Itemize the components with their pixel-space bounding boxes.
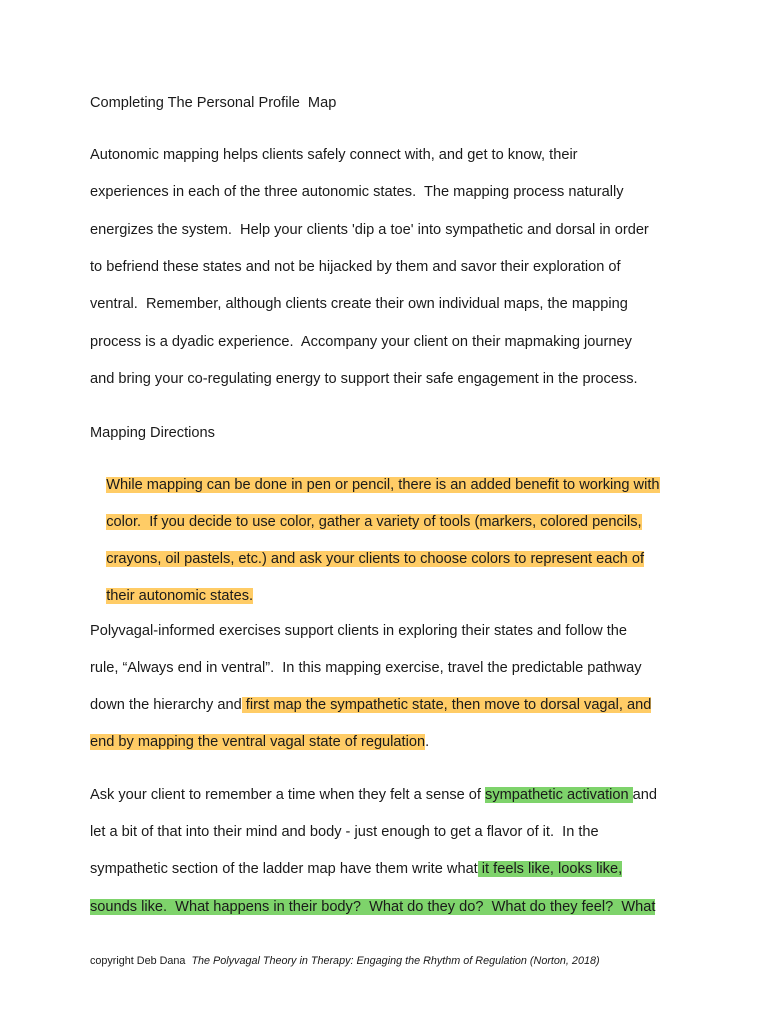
sympathetic-line [90,898,655,916]
highlighted-text: end by mapping the ventral vagal state of regulation [90,734,426,750]
sympathetic-line [90,860,622,878]
plain-text: . [425,734,430,750]
book-reference: The Polyvagal Theory in Therapy: Engaging the Rhythm of Regulation (Norton, 2018) [191,955,600,967]
plain-text: Ask your client to remember a time when they felt a sense of [90,787,486,803]
sympathetic-line: let a bit of that into their mind and body - just enough to get a flavor of it. In the [90,824,599,840]
polyvagal-line: Polyvagal-informed exercises support clients in exploring their states and follow the [90,623,627,639]
plain-text: and [632,787,658,803]
highlighted-text: crayons, oil pastels, etc.) and ask your clients to choose colors to represent each of [106,551,645,567]
highlighted-text: sounds like. What happens in their body? What do they do? What do they feel? What [90,899,656,915]
document-title: Completing The Personal Profile Map [90,95,337,111]
sympathetic-line [90,786,657,804]
highlighted-text: While mapping can be done in pen or pencil, there is an added benefit to working with [106,477,660,493]
polyvagal-line [90,696,651,714]
copyright-text: copyright Deb Dana [90,955,192,967]
color-paragraph-line [90,569,253,623]
intro-line: energizes the system. Help your clients 'dip a toe' into sympathetic and dorsal in order [90,222,649,238]
intro-line: process is a dyadic experience. Accompany your client on their mapmaking journey [90,334,632,350]
highlighted-text: their autonomic states. [106,588,254,604]
highlighted-text: first map the sympathetic state, then move to dorsal vagal, and [241,697,652,713]
section-heading: Mapping Directions [90,425,215,441]
highlighted-text: it feels like, looks like, [477,861,623,877]
polyvagal-line: rule, “Always end in ventral”. In this mapping exercise, travel the predictable pathway [90,660,642,676]
polyvagal-line [90,733,429,751]
intro-line: experiences in each of the three autonomic states. The mapping process naturally [90,184,624,200]
plain-text: down the hierarchy and [90,697,242,713]
intro-line: to befriend these states and not be hijacked by them and savor their exploration of [90,259,621,275]
intro-line: ventral. Remember, although clients create their own individual maps, the mapping [90,296,628,312]
highlighted-text: color. If you decide to use color, gather a variety of tools (markers, colored pencils, [106,514,642,530]
page-footer [90,954,600,968]
intro-line: Autonomic mapping helps clients safely connect with, and get to know, their [90,147,578,163]
highlighted-text: sympathetic activation [485,787,633,803]
intro-line: and bring your co-regulating energy to support their safe engagement in the process. [90,371,638,387]
plain-text: sympathetic section of the ladder map have them write what [90,861,478,877]
